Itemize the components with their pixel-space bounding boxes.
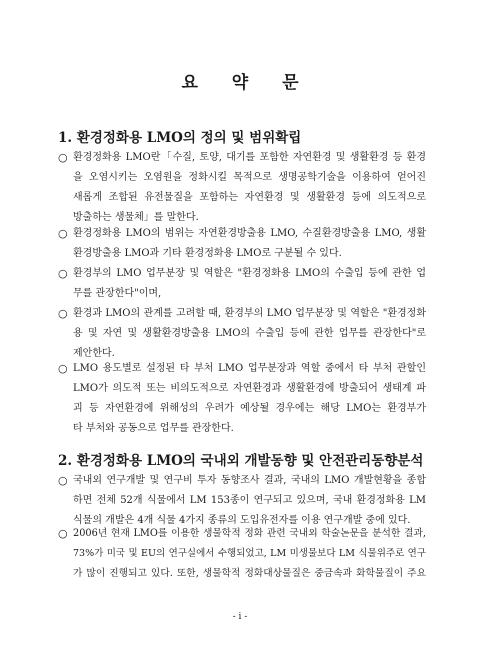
page-title: 요 약 문 [181, 73, 313, 93]
list-item [58, 224, 426, 264]
bullet-icon: ○ [58, 362, 68, 375]
text-line: 제안한다. [73, 348, 115, 359]
text-line: 타 부처와 공동으로 업무를 관장한다. [73, 423, 234, 434]
text-line: 73%가 미국 및 EU의 연구실에서 수행되었고, LM 미생물보다 LM 식물위주로 연구 [73, 548, 426, 559]
text-line: 방출하는 생물체」를 말한다. [73, 212, 199, 223]
text-line: 괴 등 자연환경에 위해성의 우려가 예상될 경우에는 해당 LMO는 환경부가 [73, 403, 426, 414]
text-line: 환경과 LMO의 관계를 고려할 때, 환경부의 LMO 업무분장 및 역할은 "환경정화 [73, 308, 426, 319]
text-line: 환경부의 LMO 업무분장 및 역할은 "환경정화용 LMO의 수출입 등에 관한 업 [73, 268, 426, 279]
text-line: 환경정화용 LMO란「수질, 토양, 대기를 포함한 자연환경 및 생활환경 등 환경 [73, 152, 426, 163]
text-line: 식물의 개발은 4개 식물 4가지 종류의 도입유전자를 이용 연구개발 중에 있다. [73, 515, 411, 526]
text-line: 을 오염시키는 오염원을 정화시킬 목적으로 생명공학기술을 이용하여 얻어진 [73, 172, 426, 183]
text-line: 하면 전체 52개 식물에서 LM 153종이 연구되고 있으며, 국내 환경정화용 LM [73, 495, 426, 506]
text-line: 2006년 현재 LMO를 이용한 생물학적 정화 관련 국내외 학술논문을 분석한 결과, [73, 528, 426, 539]
list-item [58, 471, 426, 531]
bullet-icon: ○ [58, 527, 68, 540]
list-item [58, 359, 426, 439]
list-item [58, 524, 426, 584]
text-line: LMO 용도별로 설정된 타 부처 LMO 업무분장과 역할 중에서 타 부처 관할인 [73, 363, 426, 374]
bullet-icon: ○ [58, 267, 68, 280]
section-2-heading: 2. 환경정화용 LMO의 국내외 개발동향 및 안전관리동향분석 [58, 453, 424, 469]
text-line: 환경방출용 LMO과 기타 환경정화용 LMO로 구분될 수 있다. [73, 248, 342, 259]
bullet-icon: ○ [58, 307, 68, 320]
text-line: 무를 관장한다"이며, [73, 288, 162, 299]
list-item [58, 264, 426, 304]
bullet-icon: ○ [58, 227, 68, 240]
text-line: 새롭게 조합된 유전물질을 포함하는 자연환경 및 생활환경 등에 의도적으로 [73, 192, 426, 203]
text-line: 용 및 자연 및 생활환경방출용 LMO의 수출입 등에 관한 업무를 관장한다"로 [73, 328, 426, 339]
text-line: 환경정화용 LMO의 범위는 자연환경방출용 LMO, 수질환경방출용 LMO, 생활 [73, 228, 426, 239]
text-line: 가 많이 진행되고 있다. 또한, 생물학적 정화대상물질은 중금속과 화학물질이 주요 [73, 568, 426, 579]
text-line: 국내외 연구개발 및 연구비 투자 동향조사 결과, 국내의 LMO 개발현황을 종합 [73, 475, 426, 486]
list-item [58, 304, 426, 364]
bullet-icon: ○ [58, 151, 68, 164]
list-item [58, 148, 426, 228]
bullet-icon: ○ [58, 474, 68, 487]
page-number: - i - [232, 612, 248, 622]
text-line: LMO가 의도적 또는 비의도적으로 자연환경과 생활환경에 방출되어 생태계 파 [73, 383, 426, 394]
section-1-heading: 1. 환경정화용 LMO의 정의 및 범위확립 [58, 130, 302, 146]
